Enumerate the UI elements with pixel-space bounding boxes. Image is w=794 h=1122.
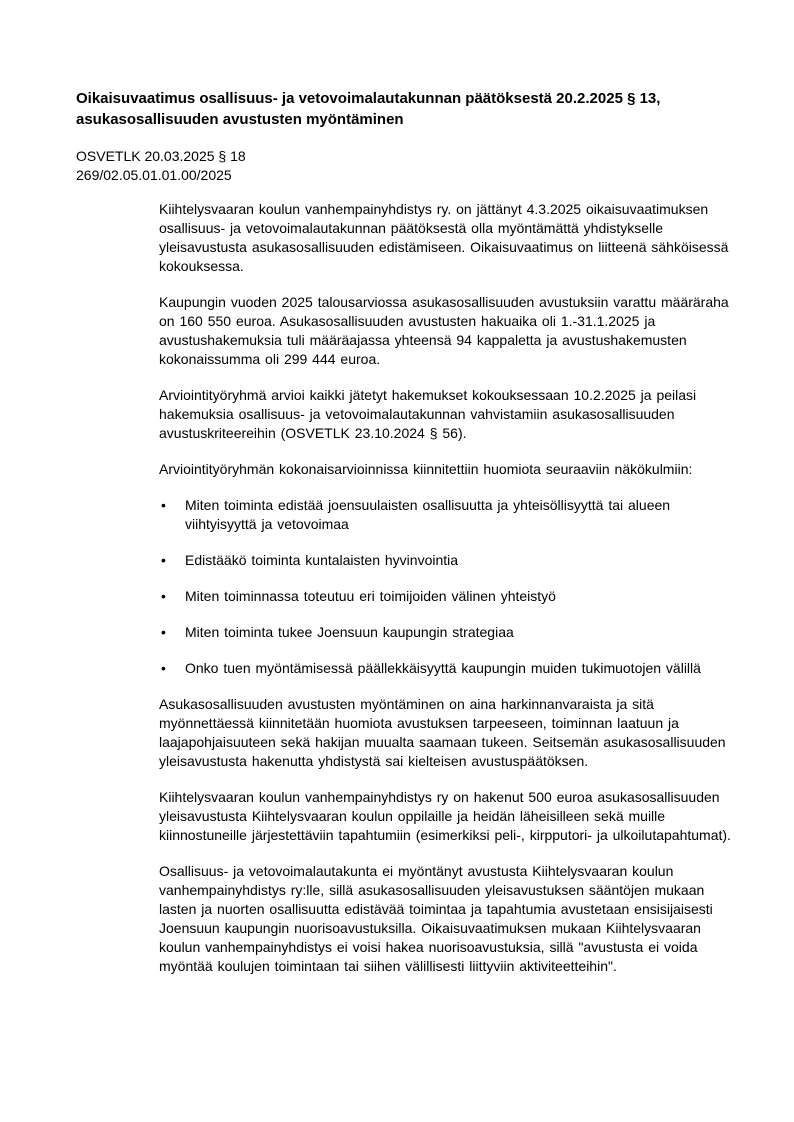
list-item (159, 623, 741, 642)
list-item-text: Miten toiminnassa toteutuu eri toimijoiden välinen yhteistyö (185, 588, 556, 604)
body-paragraph-3: Arviointityöryhmä arvioi kaikki jätetyt hakemukset kokouksessaan 10.2.2025 ja peilasi hakemuksia osallisuus- ja vetovoimalautakunnan vahvistamiin asukasosallisuuden avustuskriteereihin (OSVETLK 23.10.2024 § 56). (159, 387, 697, 441)
body-paragraph-6: Kiihtelysvaaran koulun vanhempainyhdistys ry on hakenut 500 euroa asukasosallisuuden yleisavustusta Kiihtelysvaaran koulun oppilaille ja heidän läheisilleen sekä muille kiinnostuneille järjestettäviin tapahtumiin (esimerkiksi peli-, kirpputori- ja ulkoilutapahtumat). (159, 789, 731, 843)
bullet-icon: • (161, 552, 166, 568)
body-paragraph-2: Kaupungin vuoden 2025 talousarviossa asukasosallisuuden avustuksiin varattu määräraha on 160 550 euroa. Asukasosallisuuden avustusten hakuaika oli 1.-31.1.2025 ja avustushakemuksia tuli määräajassa yhteensä 94 kappaletta ja avustushakemusten kokonaissumma oli 299 444 euroa. (159, 294, 729, 367)
body-paragraph-7: Osallisuus- ja vetovoimalautakunta ei myöntänyt avustusta Kiihtelysvaaran koulun vanhempainyhdistys ry:lle, sillä asukasosallisuuden yleisavustuksen sääntöjen mukaan lasten ja nuorten osallisuutta edistävää toimintaa ja tapahtumia avustetaan ensisijaisesti Joensuun kaupungin nuorisoavustuksilla. Oikaisuvaatimuksen mukaan Kiihtelysvaaran koulun vanhempainyhdistys ei voisi hakea nuorisoavustuksia, sillä "avustusta ei voida myöntää koulujen toimintaan tai siihen välillisesti liittyviin aktiviteetteihin". (159, 863, 713, 974)
case-reference-block (76, 147, 740, 185)
document-title-line-1: Oikaisuvaatimus osallisuus- ja vetovoimalautakunnan päätöksestä 20.2.2025 § 13, (76, 90, 661, 107)
document-body (159, 200, 741, 976)
list-item-text: Miten toiminta edistää joensuulaisten osallisuutta ja yhteisöllisyyttä tai alueen viihtyisyyttä ja vetovoimaa (185, 497, 671, 532)
bullet-icon: • (161, 497, 166, 513)
list-item (159, 551, 741, 570)
list-item-text: Miten toiminta tukee Joensuun kaupungin strategiaa (185, 624, 514, 640)
bullet-icon: • (161, 624, 166, 640)
bullet-icon: • (161, 588, 166, 604)
body-paragraph-1: Kiihtelysvaaran koulun vanhempainyhdistys ry. on jättänyt 4.3.2025 oikaisuvaatimuksen osallisuus- ja vetovoimalautakunnan päätöksestä olla myöntämättä yhdistykselle yleisavustusta asukasosallisuuden edistämiseen. Oikaisuvaatimus on liitteenä sähköisessä kokouksessa. (159, 201, 729, 274)
list-item-text: Onko tuen myöntämisessä päällekkäisyyttä kaupungin muiden tukimuotojen välillä (185, 660, 701, 676)
evaluation-criteria-list (159, 496, 741, 678)
list-item (159, 587, 741, 606)
body-paragraph-5: Asukasosallisuuden avustusten myöntäminen on aina harkinnanvaraista ja sitä myönnettäessä kiinnitetään huomiota avustuksen tarpeeseen, toiminnan laatuun ja laajapohjaisuuteen sekä hakijan muualta saamaan tukeen. Seitsemän asukasosallisuuden yleisavustusta hakenutta yhdistystä sai kielteisen avustuspäätöksen. (159, 696, 726, 769)
bullet-icon: • (161, 660, 166, 676)
document-title (76, 88, 716, 130)
meeting-reference: OSVETLK 20.03.2025 § 18 (76, 148, 246, 164)
case-number: 269/02.05.01.01.00/2025 (76, 167, 232, 183)
document-title-line-2: asukasosallisuuden avustusten myöntäminen (76, 111, 404, 128)
list-item (159, 496, 741, 534)
body-paragraph-4: Arviointityöryhmän kokonaisarvioinnissa kiinnitettiin huomiota seuraaviin näkökulmiin: (159, 461, 693, 477)
list-item-text: Edistääkö toiminta kuntalaisten hyvinvointia (185, 552, 459, 568)
list-item (159, 659, 741, 678)
